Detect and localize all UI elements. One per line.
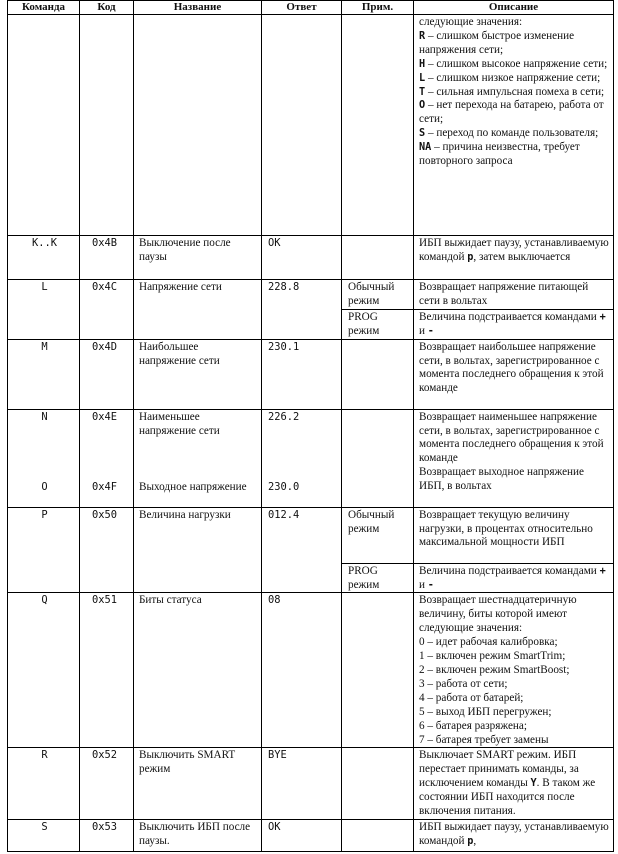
desc-key: Y [530, 778, 537, 790]
desc-key: + [599, 311, 606, 323]
header-name: Название [134, 1, 262, 15]
code-cell [80, 15, 134, 236]
cmd-cell: L [8, 280, 80, 340]
desc-n: Возвращает наименьшее напряжение сети, в вольтах, зарегистрированное с момента последнего обращения к этой команде [419, 410, 604, 465]
header-description: Описание [414, 1, 614, 15]
command-table [7, 0, 614, 852]
desc-cell: Возвращает текущую величину нагрузки, в процентах относительно максимальной мощности ИБП [414, 507, 614, 563]
desc-cell [414, 236, 614, 280]
desc-text: Выключает SMART режим. ИБП перестает принимать команды, за исключением команды [419, 749, 579, 790]
table-row-q [8, 593, 614, 748]
desc-line: 2 – включен режим SmartBoost; [419, 663, 570, 676]
code-cell: 0x4C [80, 280, 134, 340]
desc-line: 5 – выход ИБП перегружен; [419, 705, 552, 718]
table-row-s [8, 820, 614, 852]
cmd-cell [8, 15, 80, 236]
desc-cell [414, 820, 614, 852]
cmd-n: N [41, 410, 48, 423]
resp-n: 226.2 [268, 410, 300, 423]
desc-key: R [419, 30, 426, 42]
desc-line [419, 86, 609, 100]
name-cell: Выключение после паузы [134, 236, 262, 280]
name-cell: Величина нагрузки [134, 507, 262, 593]
desc-line [419, 72, 609, 86]
cmd-o: O [41, 480, 48, 493]
desc-line: Возвращает шестнадцатеричную величину, биты которой имеют следующие значения: [419, 594, 577, 635]
desc-cell [414, 748, 614, 820]
desc-key: - [427, 325, 434, 337]
desc-text: Величина подстраивается командами [419, 310, 600, 323]
desc-text: , [473, 835, 477, 848]
desc-text: – слишком высокое напряжение сети; [425, 57, 608, 70]
note-cell [342, 15, 414, 236]
code-n: 0x4E [92, 410, 118, 423]
desc-cell [414, 15, 614, 236]
resp-cell [262, 409, 342, 507]
desc-cell [414, 409, 614, 507]
cmd-cell: S [8, 820, 80, 852]
note-cell [342, 409, 414, 507]
desc-text: ИБП выжидает паузу, устанавливаемую командой [419, 821, 609, 848]
cmd-cell [8, 409, 80, 507]
desc-key: L [419, 72, 426, 84]
resp-cell: 230.1 [262, 339, 342, 409]
desc-cell [414, 309, 614, 339]
name-cell: Наибольшее напряжение сети [134, 339, 262, 409]
code-o: 0x4F [92, 480, 118, 493]
cmd-cell: M [8, 339, 80, 409]
code-cell: 0x4B [80, 236, 134, 280]
cmd-cell: Q [8, 593, 80, 748]
code-cell: 0x51 [80, 593, 134, 748]
cmd-cell: K..K [8, 236, 80, 280]
code-cell: 0x53 [80, 820, 134, 852]
name-n: Наименьшее напряжение сети [139, 410, 220, 437]
desc-line [419, 141, 609, 169]
desc-cell: Возвращает наибольшее напряжение сети, в вольтах, зарегистрированное с момента последнего обращения к этой команде [414, 339, 614, 409]
desc-key: p [467, 251, 474, 263]
resp-cell: OK [262, 820, 342, 852]
name-cell [134, 409, 262, 507]
desc-line [419, 99, 609, 127]
note-cell: PROG режим [342, 563, 414, 593]
note-cell: PROG режим [342, 309, 414, 339]
desc-key: + [599, 565, 606, 577]
table-row-k [8, 236, 614, 280]
desc-line: 4 – работа от батарей; [419, 691, 524, 704]
code-cell: 0x50 [80, 507, 134, 593]
table-row-l [8, 280, 614, 310]
desc-text: . В таком же состоянии ИБП находится после включения питания. [419, 777, 596, 818]
name-cell [134, 15, 262, 236]
desc-cell [414, 593, 614, 748]
code-cell: 0x52 [80, 748, 134, 820]
table-row-r [8, 748, 614, 820]
name-o: Выходное напряжение [139, 480, 247, 493]
desc-key: S [419, 128, 426, 140]
resp-cell: 012.4 [262, 507, 342, 593]
note-cell [342, 339, 414, 409]
desc-text: – слишком низкое напряжение сети; [425, 71, 601, 84]
resp-cell: BYE [262, 748, 342, 820]
desc-line: 6 – батарея разряжена; [419, 719, 527, 732]
desc-line: 3 – работа от сети; [419, 677, 508, 690]
desc-text: – нет перехода на батарею, работа от сети; [419, 99, 604, 126]
desc-line: 7 – батарея требует замены [419, 733, 549, 746]
resp-cell: 228.8 [262, 280, 342, 340]
name-cell: Выключить SMART режим [134, 748, 262, 820]
resp-cell [262, 15, 342, 236]
code-cell [80, 409, 134, 507]
desc-line [419, 58, 609, 72]
desc-key: O [419, 100, 426, 112]
resp-o: 230.0 [268, 480, 300, 493]
note-cell [342, 820, 414, 852]
cmd-cell: P [8, 507, 80, 593]
name-cell: Выключить ИБП после паузы. [134, 820, 262, 852]
cmd-cell: R [8, 748, 80, 820]
desc-text: Величина подстраивается командами [419, 564, 600, 577]
code-cell: 0x4D [80, 339, 134, 409]
desc-text: – слишком быстрое изменение напряжения сети; [419, 29, 575, 56]
desc-text: – сильная импульсная помеха в сети; [425, 85, 605, 98]
desc-text: – причина неизвестна, требует повторного запроса [419, 141, 580, 168]
header-row [8, 1, 614, 15]
note-cell [342, 236, 414, 280]
desc-key: H [419, 58, 426, 70]
desc-line [419, 30, 609, 58]
desc-text: ИБП выжидает паузу, устанавливаемую командой [419, 237, 609, 263]
header-command: Команда [8, 1, 80, 15]
resp-cell: OK [262, 236, 342, 280]
desc-line: следующие значения: [419, 16, 523, 28]
table-row-n [8, 409, 614, 507]
desc-line: 1 – включен режим SmartTrim; [419, 650, 566, 663]
desc-text: , затем выключается [473, 250, 571, 263]
note-cell: Обычный режим [342, 507, 414, 563]
name-cell: Биты статуса [134, 593, 262, 748]
desc-text: и [419, 324, 428, 337]
table-row-p [8, 507, 614, 563]
desc-line: 0 – идет рабочая калибровка; [419, 636, 558, 649]
desc-key: p [467, 836, 474, 848]
desc-line [419, 127, 609, 141]
desc-text: – переход по команде пользователя; [425, 127, 599, 140]
note-cell [342, 748, 414, 820]
desc-key: NA [419, 142, 432, 154]
note-cell: Обычный режим [342, 280, 414, 310]
header-response: Ответ [262, 1, 342, 15]
desc-o: Возвращает выходное напряжение ИБП, в вольтах [419, 466, 584, 493]
name-cell: Напряжение сети [134, 280, 262, 340]
desc-text: и [419, 578, 428, 591]
desc-cell: Возвращает напряжение питающей сети в вольтах [414, 280, 614, 310]
header-note: Прим. [342, 1, 414, 15]
header-code: Код [80, 1, 134, 15]
table-row-continued [8, 15, 614, 236]
resp-cell: 08 [262, 593, 342, 748]
desc-key: - [427, 579, 434, 591]
note-cell [342, 593, 414, 748]
desc-cell [414, 563, 614, 593]
desc-key: T [419, 86, 426, 98]
table-row-m [8, 339, 614, 409]
